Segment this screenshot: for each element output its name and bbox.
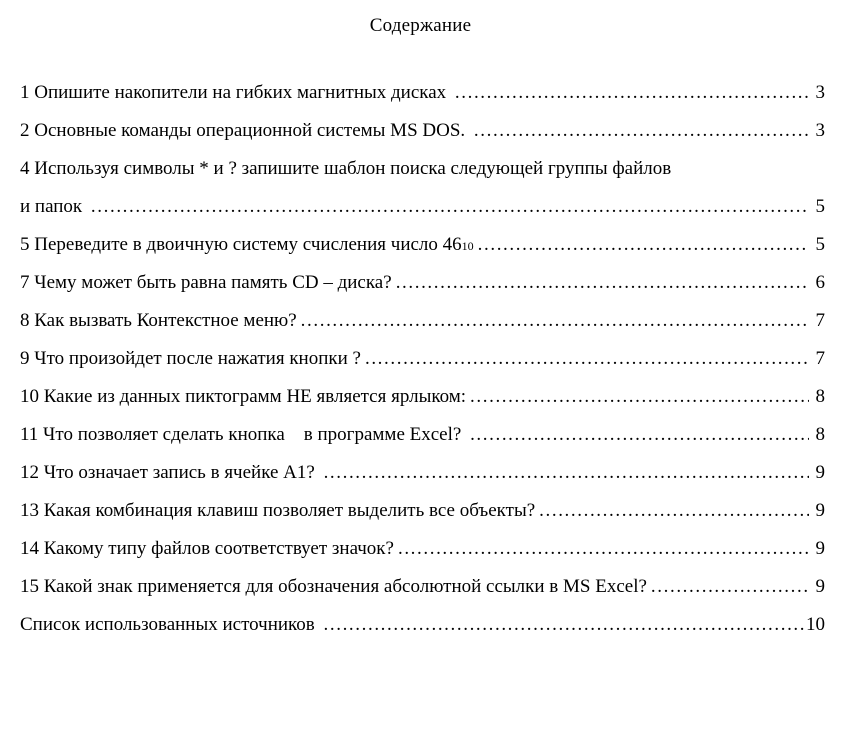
toc-entry-text: 1 Опишите накопители на гибких магнитных дисках (20, 82, 451, 103)
toc-entry-text: 4 Используя символы * и ? запишите шаблон поиска следующей группы файлов (20, 158, 672, 179)
toc-leader (651, 568, 809, 606)
toc-entry[interactable] (8, 454, 833, 492)
toc-page-number: 9 (815, 500, 825, 521)
toc-entry-text: 10 Какие из данных пиктограмм НЕ является ярлыком: (20, 386, 467, 407)
toc-leader (539, 492, 809, 530)
toc-leader (396, 264, 809, 302)
toc-leader (324, 606, 804, 644)
toc-page-number: 9 (815, 538, 825, 559)
toc-entry-text: 7 Чему может быть равна память CD – диска? (20, 272, 392, 293)
toc-leader (324, 454, 809, 492)
toc-page-number: 9 (815, 576, 825, 597)
toc-entry[interactable] (8, 416, 833, 454)
toc-entry[interactable] (8, 112, 833, 150)
toc-page-number: 8 (815, 424, 825, 445)
toc-entry-text: Список использованных источников (20, 614, 320, 635)
toc-leader (474, 112, 809, 150)
toc-entry[interactable] (8, 74, 833, 112)
toc-entry-text: 11 Что позволяет сделать кнопка в программе Excel? (20, 424, 467, 445)
toc-entry[interactable] (8, 340, 833, 378)
page-title: Содержание (369, 15, 472, 36)
toc-leader (470, 378, 809, 416)
toc-entry-text: 2 Основные команды операционной системы MS DOS. (20, 120, 470, 141)
toc-page-number: 6 (815, 272, 825, 293)
toc-page-number: 5 (815, 196, 825, 217)
toc-entry[interactable] (8, 264, 833, 302)
toc-entry[interactable]: 5 Переведите в двоичную систему счисления число 46 10 ..... 5 (8, 226, 833, 264)
toc-entry-text-continued: и папок (20, 196, 87, 217)
toc-entry[interactable] (8, 150, 833, 226)
toc-entry[interactable] (8, 530, 833, 568)
toc-page-number: 5 (815, 234, 825, 255)
toc-page-number: 3 (815, 82, 825, 103)
toc-leader (478, 226, 809, 264)
toc-entry[interactable] (8, 606, 833, 644)
toc-entry-text: 15 Какой знак применяется для обозначения абсолютной ссылки в MS Excel? (20, 576, 647, 597)
toc-leader (398, 530, 809, 568)
toc-page-number: 10 (806, 614, 825, 635)
toc-entry-text: 5 Переведите в двоичную систему счисления число 46 (20, 234, 462, 255)
toc-page-number: 8 (815, 386, 825, 407)
toc-page-number: 9 (815, 462, 825, 483)
toc-entry[interactable] (8, 568, 833, 606)
toc-leader (365, 340, 809, 378)
toc-entry[interactable] (8, 378, 833, 416)
toc-leader (470, 416, 809, 454)
toc-entry[interactable] (8, 492, 833, 530)
toc-leader (91, 188, 809, 226)
toc-leader (455, 74, 809, 112)
toc-page-number: 7 (815, 310, 825, 331)
toc-entry-text: 14 Какому типу файлов соответствует значок? (20, 538, 394, 559)
toc-entry-text: 9 Что произойдет после нажатия кнопки ? (20, 348, 361, 369)
toc-entry[interactable] (8, 302, 833, 340)
toc-leader (301, 302, 809, 340)
toc-page-number: 3 (815, 120, 825, 141)
toc-page-number: 7 (815, 348, 825, 369)
toc-entry-text: 13 Какая комбинация клавиш позволяет выделить все объекты? (20, 500, 536, 521)
toc-entry-text: 8 Как вызвать Контекстное меню? (20, 310, 297, 331)
toc-entry-text: 12 Что означает запись в ячейке A1? (20, 462, 320, 483)
table-of-contents (8, 74, 833, 644)
